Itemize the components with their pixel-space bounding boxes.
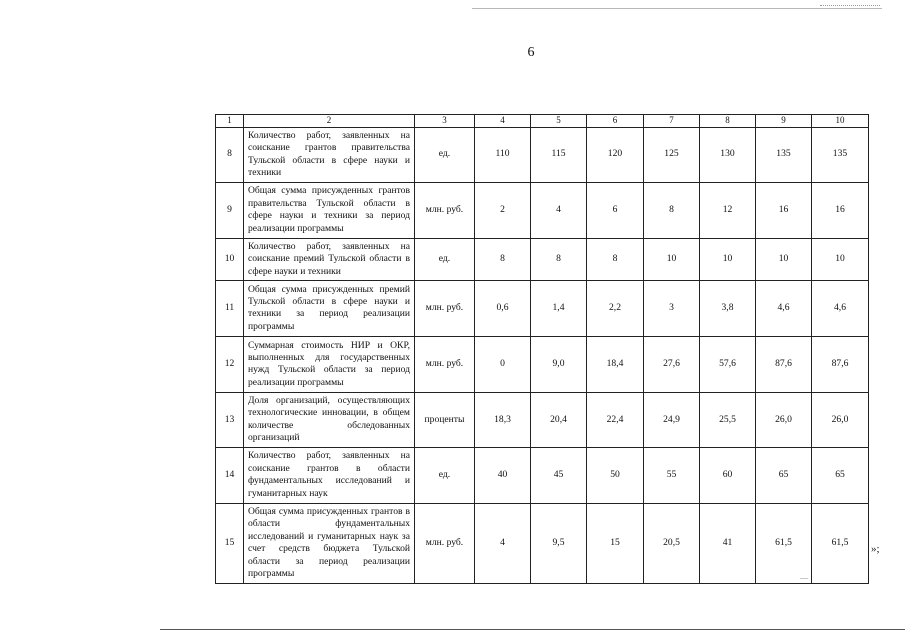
- table-body: [216, 127, 869, 583]
- row-number-cell: 10: [216, 238, 244, 280]
- value-cell: 10: [644, 238, 700, 280]
- header-cell: 7: [644, 115, 700, 128]
- value-cell: 4: [475, 503, 531, 583]
- value-cell: 4,6: [756, 280, 812, 336]
- header-cell: 8: [700, 115, 756, 128]
- table-row: [216, 336, 869, 392]
- page-number: 6: [527, 45, 535, 60]
- value-cell: 4,6: [812, 280, 869, 336]
- scan-top-line: [472, 8, 882, 9]
- value-cell: 135: [756, 127, 812, 182]
- value-cell: 1,4: [531, 280, 587, 336]
- value-cell: 15: [587, 503, 644, 583]
- value-cell: 10: [700, 238, 756, 280]
- indicator-description-cell: Количество работ, заявленных на соискание грантов в области фундаментальных исследований и гуманитарных наук: [244, 447, 415, 503]
- header-cell: 1: [216, 115, 244, 128]
- value-cell: 8: [531, 238, 587, 280]
- unit-cell: проценты: [415, 392, 475, 447]
- indicator-description-cell: Количество работ, заявленных на соискание грантов правительства Тульской области в сфере науки и техники: [244, 127, 415, 182]
- value-cell: 4: [531, 182, 587, 238]
- value-cell: 60: [700, 447, 756, 503]
- header-cell: 3: [415, 115, 475, 128]
- indicator-description-cell: Суммарная стоимость НИР и ОКР, выполненных для государственных нужд Тульской области за период реализации программы: [244, 336, 415, 392]
- scan-bottom-mark: [800, 578, 808, 579]
- value-cell: 41: [700, 503, 756, 583]
- table-row: [216, 392, 869, 447]
- scan-top-dotted-line: [820, 5, 880, 6]
- indicator-description-cell: Доля организаций, осуществляющих технологические инновации, в общем количестве обследованных организаций: [244, 392, 415, 447]
- header-cell: 9: [756, 115, 812, 128]
- indicator-description-cell: Количество работ, заявленных на соискание премий Тульской области в сфере науки и техники: [244, 238, 415, 280]
- value-cell: 65: [756, 447, 812, 503]
- header-cell: 5: [531, 115, 587, 128]
- value-cell: 50: [587, 447, 644, 503]
- scan-bottom-line: [160, 629, 905, 630]
- value-cell: 2: [475, 182, 531, 238]
- unit-cell: млн. руб.: [415, 182, 475, 238]
- value-cell: 130: [700, 127, 756, 182]
- header-cell: 6: [587, 115, 644, 128]
- table-row: [216, 182, 869, 238]
- value-cell: 26,0: [756, 392, 812, 447]
- value-cell: 110: [475, 127, 531, 182]
- value-cell: 61,5: [812, 503, 869, 583]
- value-cell: 20,4: [531, 392, 587, 447]
- value-cell: 10: [812, 238, 869, 280]
- row-number-cell: 15: [216, 503, 244, 583]
- row-number-cell: 8: [216, 127, 244, 182]
- value-cell: 16: [756, 182, 812, 238]
- value-cell: 45: [531, 447, 587, 503]
- indicators-table: [215, 114, 869, 584]
- value-cell: 8: [475, 238, 531, 280]
- value-cell: 12: [700, 182, 756, 238]
- header-cell: 4: [475, 115, 531, 128]
- value-cell: 87,6: [812, 336, 869, 392]
- value-cell: 65: [812, 447, 869, 503]
- table-row: [216, 447, 869, 503]
- closing-quote-mark: »;: [871, 543, 880, 555]
- value-cell: 6: [587, 182, 644, 238]
- value-cell: 61,5: [756, 503, 812, 583]
- value-cell: 16: [812, 182, 869, 238]
- row-number-cell: 9: [216, 182, 244, 238]
- indicator-description-cell: Общая сумма присужденных грантов правительства Тульской области в сфере науки и техники за период реализации программы: [244, 182, 415, 238]
- unit-cell: млн. руб.: [415, 503, 475, 583]
- header-cell: 2: [244, 115, 415, 128]
- value-cell: 0,6: [475, 280, 531, 336]
- value-cell: 8: [644, 182, 700, 238]
- value-cell: 125: [644, 127, 700, 182]
- row-number-cell: 13: [216, 392, 244, 447]
- value-cell: 22,4: [587, 392, 644, 447]
- value-cell: 0: [475, 336, 531, 392]
- indicator-description-cell: Общая сумма присужденных грантов в области фундаментальных исследований и гуманитарных наук за счет средств бюджета Тульской области за период реализации программы: [244, 503, 415, 583]
- table-row: [216, 127, 869, 182]
- value-cell: 24,9: [644, 392, 700, 447]
- unit-cell: ед.: [415, 238, 475, 280]
- value-cell: 40: [475, 447, 531, 503]
- value-cell: 10: [756, 238, 812, 280]
- value-cell: 57,6: [700, 336, 756, 392]
- value-cell: 20,5: [644, 503, 700, 583]
- value-cell: 8: [587, 238, 644, 280]
- value-cell: 115: [531, 127, 587, 182]
- value-cell: 18,4: [587, 336, 644, 392]
- value-cell: 3,8: [700, 280, 756, 336]
- value-cell: 87,6: [756, 336, 812, 392]
- header-cell: 10: [812, 115, 869, 128]
- row-number-cell: 11: [216, 280, 244, 336]
- value-cell: 18,3: [475, 392, 531, 447]
- unit-cell: млн. руб.: [415, 280, 475, 336]
- value-cell: 9,0: [531, 336, 587, 392]
- table-header-row: [216, 115, 869, 128]
- value-cell: 9,5: [531, 503, 587, 583]
- unit-cell: ед.: [415, 127, 475, 182]
- table-row: [216, 280, 869, 336]
- value-cell: 135: [812, 127, 869, 182]
- value-cell: 120: [587, 127, 644, 182]
- value-cell: 3: [644, 280, 700, 336]
- value-cell: 55: [644, 447, 700, 503]
- value-cell: 26,0: [812, 392, 869, 447]
- value-cell: 25,5: [700, 392, 756, 447]
- row-number-cell: 14: [216, 447, 244, 503]
- table-row: [216, 503, 869, 583]
- table-row: [216, 238, 869, 280]
- row-number-cell: 12: [216, 336, 244, 392]
- value-cell: 2,2: [587, 280, 644, 336]
- indicator-description-cell: Общая сумма присужденных премий Тульской области в сфере науки и техники за период реализации программы: [244, 280, 415, 336]
- value-cell: 27,6: [644, 336, 700, 392]
- unit-cell: млн. руб.: [415, 336, 475, 392]
- unit-cell: ед.: [415, 447, 475, 503]
